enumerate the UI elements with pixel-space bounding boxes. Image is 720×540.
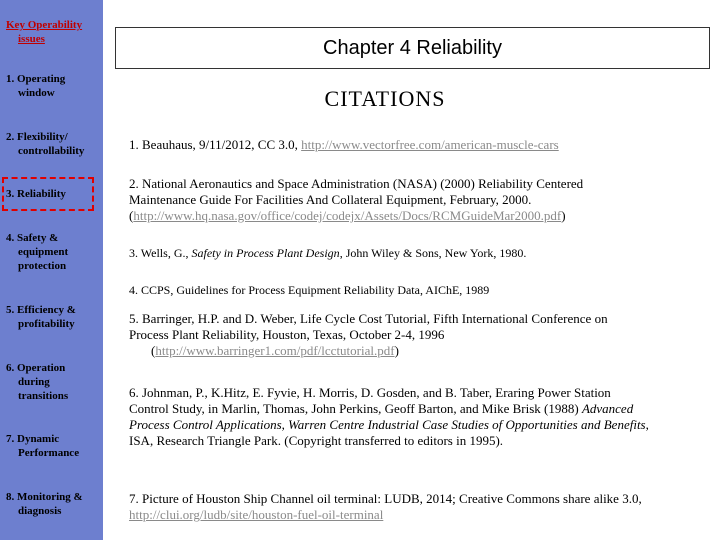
citation-4 — [129, 282, 649, 298]
sidebar-title-line2: issues — [18, 33, 45, 45]
sidebar — [0, 0, 103, 540]
citation-2 — [129, 176, 649, 224]
sidebar-item-operating-window[interactable] — [6, 72, 101, 100]
sidebar-item-label-cont: controllability — [18, 145, 85, 157]
citation-text-suffix: , ISA, Research Triangle Park. (Copyright transferred to editors in 1995). — [129, 417, 649, 448]
sidebar-item-label: 5. Efficiency & — [6, 304, 76, 316]
citation-5 — [129, 311, 649, 359]
citation-link[interactable]: http://www.hq.nasa.gov/office/codej/codejx/Assets/Docs/RCMGuideMar2000.pdf — [133, 208, 562, 223]
sidebar-item-label-cont: equipment protection — [18, 246, 69, 272]
page-title: Chapter 4 Reliability — [323, 36, 502, 59]
citation-close-paren: ) — [394, 343, 399, 358]
sidebar-item-efficiency[interactable] — [6, 303, 101, 331]
citation-italic-title: Advanced Process Control Applications, Warren Centre Industrial Case Studies of Opportunities and Benefits — [129, 401, 646, 432]
sidebar-item-label: 6. Operation — [6, 362, 66, 374]
citation-6 — [129, 385, 649, 449]
sidebar-item-label-cont: diagnosis — [18, 505, 62, 517]
citation-text: 7. Picture of Houston Ship Channel oil terminal: LUDB, 2014; Creative Commons share alike 3.0, — [129, 491, 642, 506]
citation-open-paren: ( — [151, 343, 156, 358]
sidebar-item-label: 7. Dynamic — [6, 433, 60, 445]
sidebar-item-label-cont: window — [18, 87, 55, 99]
sidebar-item-label-cont: profitability — [18, 318, 75, 330]
sidebar-item-label: 4. Safety & — [6, 232, 59, 244]
sidebar-item-label: 3. Reliability — [6, 188, 66, 200]
sidebar-item-flexibility[interactable] — [6, 130, 101, 158]
section-heading: CITATIONS — [324, 86, 446, 111]
citation-text: 1. Beauhaus, 9/11/2012, CC 3.0, — [129, 137, 302, 152]
citation-link[interactable]: http://www.barringer1.com/pdf/lcctutorial.pdf — [155, 343, 395, 358]
citation-italic-title: Safety in Process Plant Design — [191, 246, 340, 260]
sidebar-item-label-cont: during transitions — [18, 376, 69, 402]
sidebar-item-label: 8. Monitoring & — [6, 491, 83, 503]
citation-text-suffix: , John Wiley & Sons, New York, 1980. — [339, 246, 527, 260]
citation-link[interactable]: http://www.vectorfree.com/american-muscle-cars — [301, 137, 559, 152]
citation-text: 2. National Aeronautics and Space Administration (NASA) (2000) Reliability Centered Maintenance Guide For Facilities And Collateral Equipment, February, 2000. ( — [129, 176, 584, 223]
sidebar-item-label: 2. Flexibility/ — [6, 131, 68, 143]
sidebar-item-dynamic-performance[interactable] — [6, 432, 101, 460]
citation-text: 6. Johnman, P., K.Hitz, E. Fyvie, H. Morris, D. Gosden, and B. Taber, Eraring Power Station Control Study, in Marlin, Thomas, John Perkins, Geoff Barton, and Mike Brisk (1988) — [129, 385, 611, 416]
sidebar-item-operation-transitions[interactable] — [6, 361, 101, 403]
sidebar-item-reliability[interactable] — [6, 187, 101, 201]
sidebar-item-safety[interactable] — [6, 231, 101, 273]
citation-close-paren: ) — [561, 208, 566, 223]
citation-text: 3. Wells, G., — [129, 246, 192, 260]
citation-text: 4. CCPS, Guidelines for Process Equipment Reliability Data, AIChE, 1989 — [129, 283, 490, 297]
citation-1 — [129, 137, 649, 153]
citation-text: 5. Barringer, H.P. and D. Weber, Life Cycle Cost Tutorial, Fifth International Conference on Process Plant Reliability, Houston, Texas, October 2-4, 1996 — [129, 311, 608, 342]
citation-3 — [129, 245, 649, 261]
citation-link[interactable]: http://clui.org/ludb/site/houston-fuel-oil-terminal — [129, 507, 384, 522]
sidebar-item-label: 1. Operating — [6, 73, 66, 85]
sidebar-title-line1: Key Operability — [6, 19, 83, 31]
sidebar-item-monitoring[interactable] — [6, 490, 101, 518]
sidebar-title[interactable] — [6, 18, 101, 46]
chapter-title-box — [115, 27, 710, 69]
citation-7 — [129, 491, 649, 523]
sidebar-item-label-cont: Performance — [18, 447, 80, 459]
